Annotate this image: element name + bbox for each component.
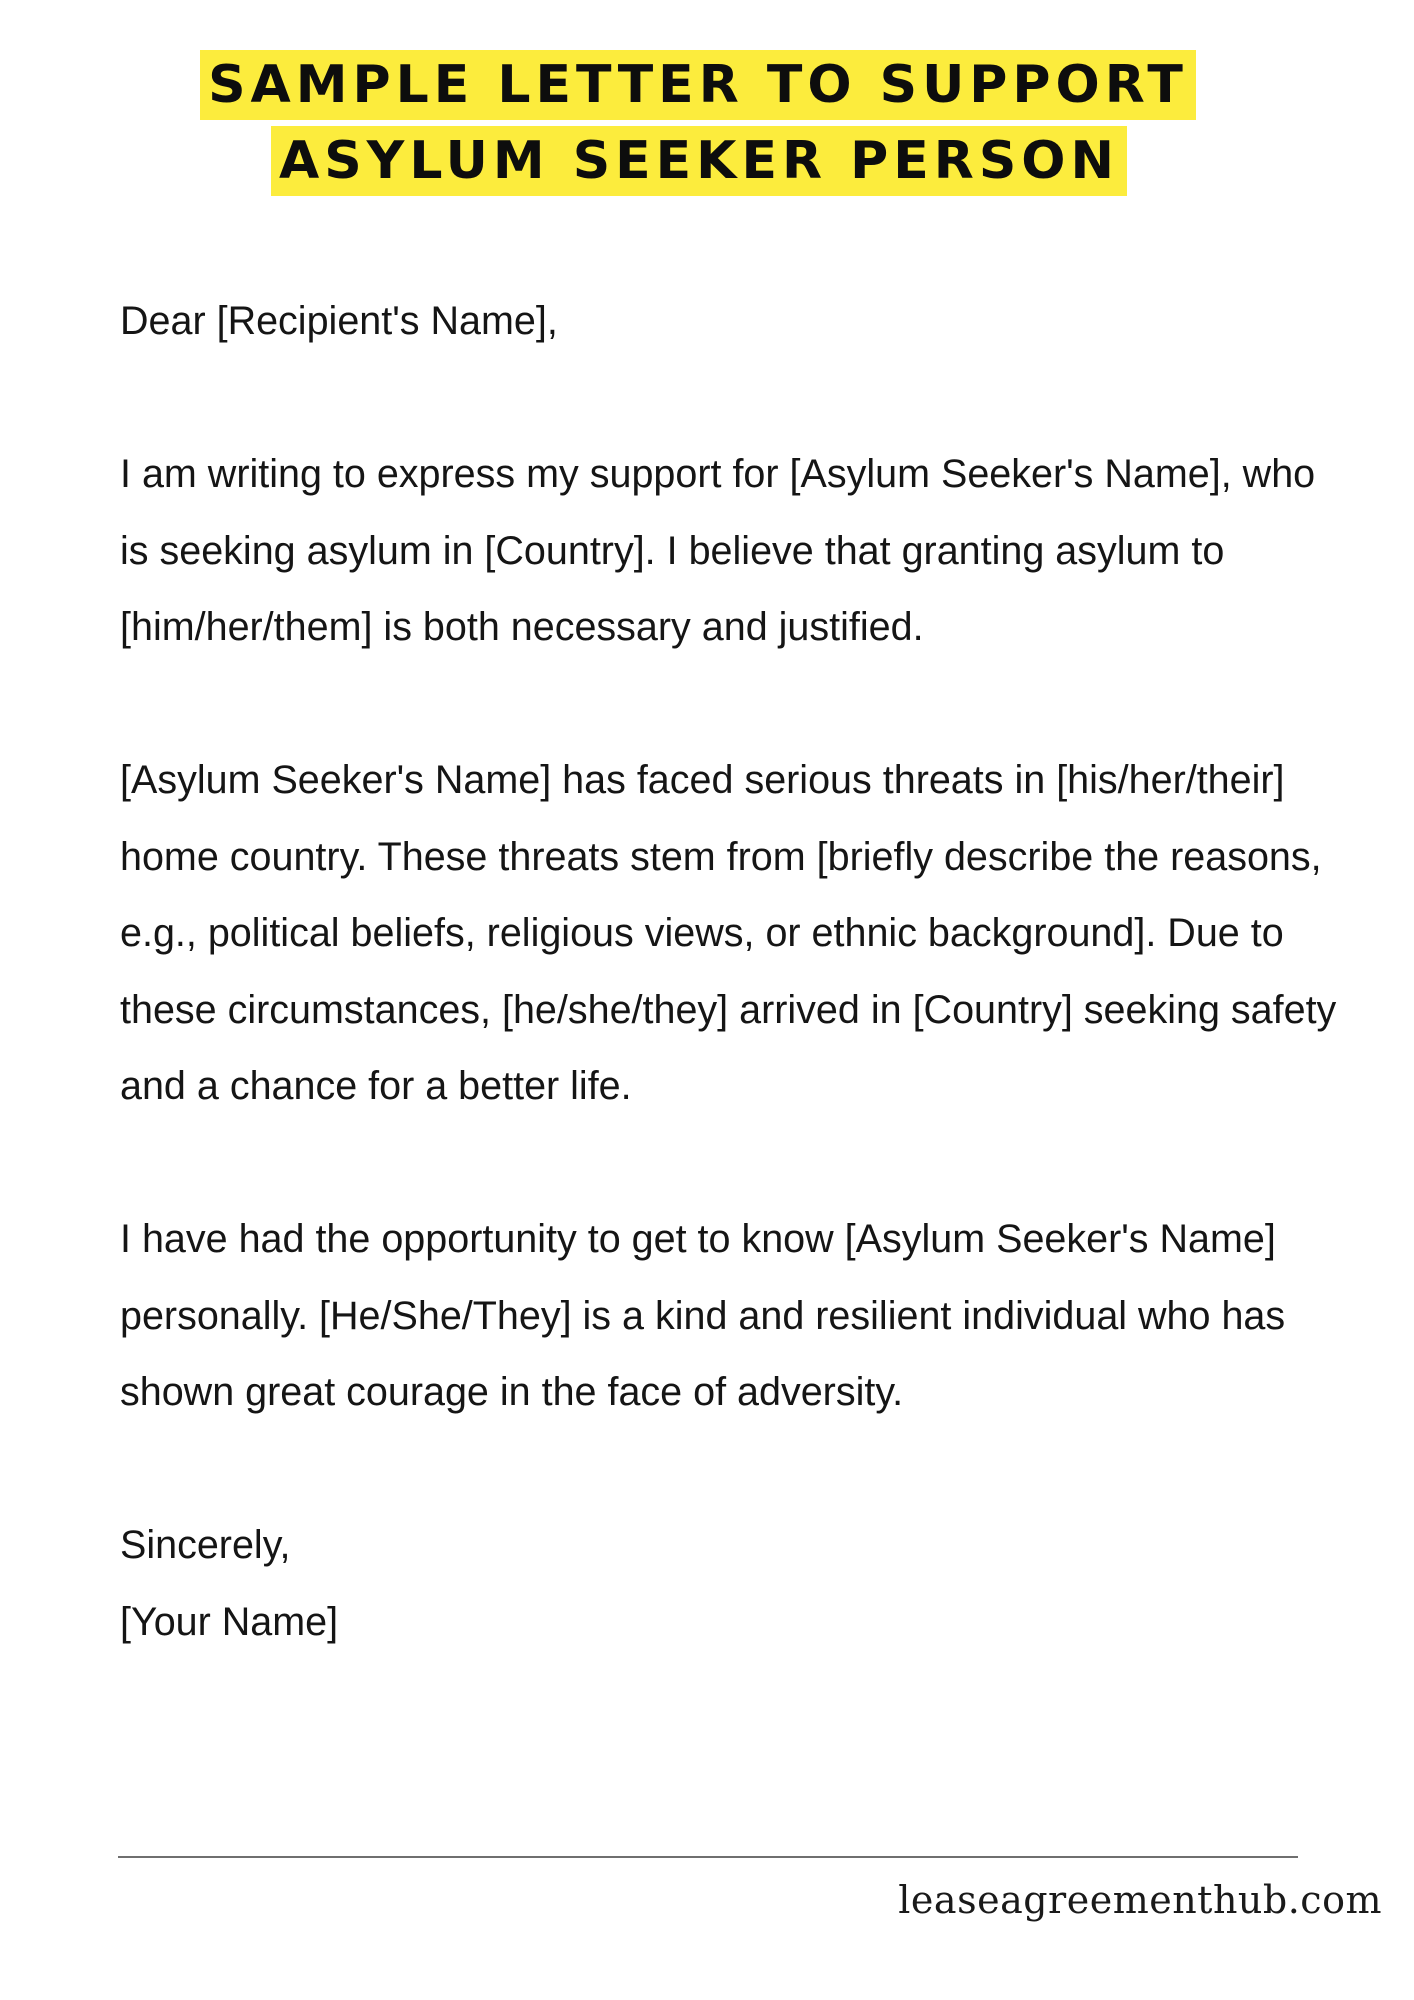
signature-line	[118, 1856, 1298, 1858]
letter-body	[120, 283, 1350, 1660]
letter-title	[0, 50, 1414, 202]
footer-brand: leaseagreementhub.com	[898, 1878, 1382, 1922]
title-line-2: ASYLUM SEEKER PERSON	[271, 126, 1127, 196]
paragraph-personal: I have had the opportunity to get to know [Asylum Seeker's Name] personally. [He/She/They] is a kind and resilient individual who has shown great courage in the face of adversity.	[120, 1217, 1286, 1414]
title-line-1: SAMPLE LETTER TO SUPPORT	[200, 50, 1196, 120]
salutation: Dear [Recipient's Name],	[120, 299, 558, 343]
signature-name: [Your Name]	[120, 1599, 339, 1644]
paragraph-threats: [Asylum Seeker's Name] has faced serious threats in [his/her/their] home country. These threats stem from [briefly describe the reasons, e.g., political beliefs, religious views, or ethnic background]. Due to these circumstances, [he/she/they] arrived in [Country] seeking safety and a chance for a better life.	[120, 758, 1337, 1108]
closing: Sincerely,	[120, 1523, 291, 1567]
paragraph-intro: I am writing to express my support for [Asylum Seeker's Name], who is seeking asylum in [Country]. I believe that granting asylum to [him/her/them] is both necessary and justified.	[120, 452, 1316, 649]
